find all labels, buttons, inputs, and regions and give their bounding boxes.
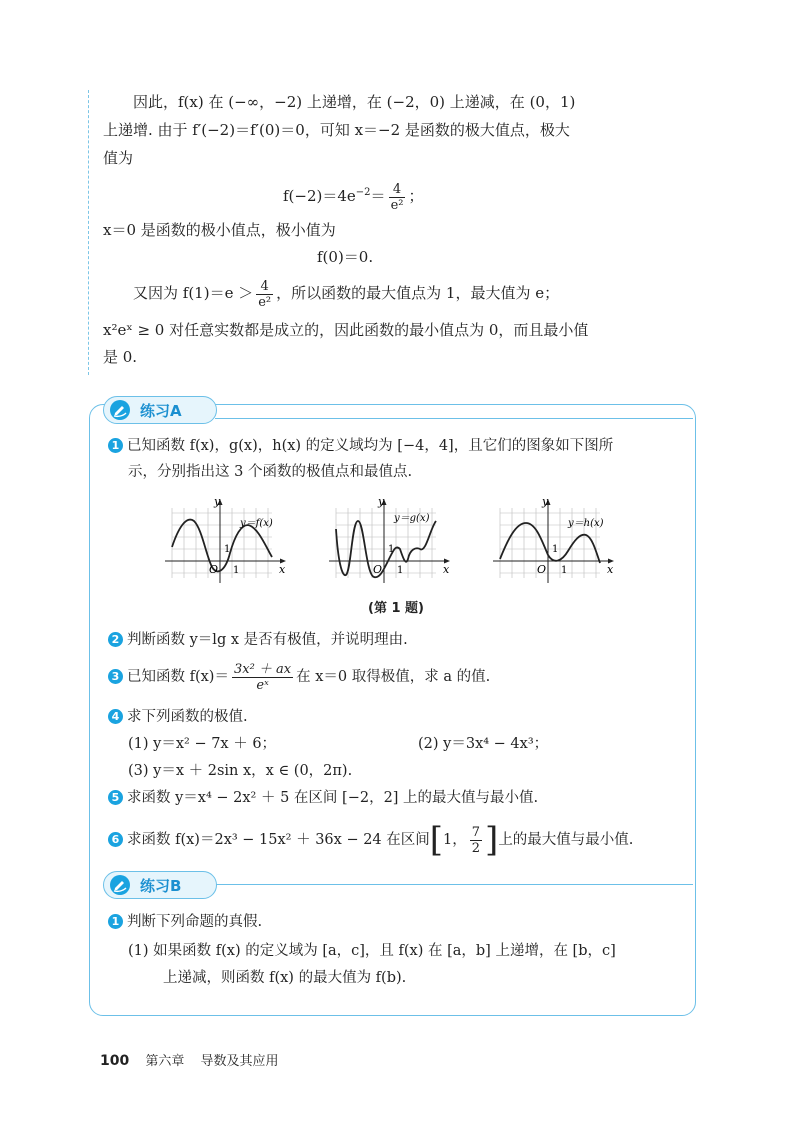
equation-max-value: $f(-2)=4e^{-2}=$ $\frac{4}{\text{e²}}$ ；	[283, 181, 424, 213]
exercise-a-q4-2: (2) y＝3x⁴ − 4x³；	[418, 736, 549, 752]
graph-f-x-tick: 1	[233, 565, 240, 576]
exercise-a-q3: 3 已知函数 f(x)＝ $\frac{\text{3x² ＋ ax}}{\text{eˣ}}$ 在 x＝0 取得极值，求 a 的值.	[108, 658, 490, 696]
exercise-a-q6: 6 求函数 f(x)＝2x³ − 15x² ＋ 36x − 24 在区间[1， $\frac{7}{2}$ ]上的最大值与最小值.	[108, 820, 633, 860]
graph-f-y-tick: 1	[224, 544, 231, 555]
exercise-a-q4-3: (3) y＝x ＋ 2sin x，x ∈ (0，2π).	[128, 763, 353, 779]
graph-h-origin-label: O	[537, 563, 547, 576]
exercise-a-header-line	[215, 418, 693, 419]
graph-h-label: y＝h(x)	[568, 518, 604, 529]
graph-f	[160, 495, 290, 590]
exercise-b-badge	[103, 871, 217, 899]
exercise-a-q5: 5 求函数 y＝x⁴ − 2x² ＋ 5 在区间 [−2，2] 上的最大值与最小值.	[108, 788, 538, 808]
graph-f-label: y＝f(x)	[240, 518, 273, 529]
exercise-b-header-line	[215, 884, 693, 885]
chapter-title: 导数及其应用	[200, 1054, 279, 1069]
solution-min-point: x＝0 是函数的极小值点，极小值为	[103, 221, 336, 239]
graph-f-y-axis-label: y	[214, 495, 221, 508]
graph-h	[488, 495, 618, 590]
graph-g	[324, 495, 454, 590]
solution-line-1: 因此，f(x) 在 (−∞，−2) 上递增，在 (−2，0) 上递减，在 (0，1)	[133, 93, 576, 111]
graph-h-x-tick: 1	[561, 565, 568, 576]
solution-line-2: 上递增. 由于 f′(−2)＝f′(0)＝0，可知 x＝−2 是函数的极大值点，极大	[103, 121, 570, 139]
solution-line-max: 又因为 f(1)＝e ＞ $\frac{4}{\text{e²}}$ ，所以函数的最大值点为 1，最大值为 e；	[133, 278, 560, 310]
exercise-a-title: 练习A	[140, 402, 182, 420]
graph-g-y-axis-label: y	[378, 495, 385, 508]
graph-g-x-tick: 1	[397, 565, 404, 576]
exercise-b-q1-1-line1: (1) 如果函数 f(x) 的定义域为 [a，c]，且 f(x) 在 [a，b] 上递增，在 [b，c]	[128, 943, 616, 959]
exercise-a-q1-line1: 1 已知函数 f(x)，g(x)，h(x) 的定义域均为 [−4，4]，且它们的图象如下图所	[108, 436, 613, 456]
exercise-a-q4: 4 求下列函数的极值.	[108, 707, 248, 727]
solution-line-3: 值为	[103, 149, 134, 167]
pencil-icon	[110, 875, 130, 895]
exercise-a-q2: 2 判断函数 y＝lg x 是否有极值，并说明理由.	[108, 630, 408, 650]
graph-f-origin-label: O	[209, 563, 219, 576]
chapter-number: 第六章	[145, 1054, 185, 1069]
graph-g-x-axis-label: x	[443, 563, 450, 576]
graph-f-x-axis-label: x	[279, 563, 286, 576]
exercise-a-q1-line2: 示，分别指出这 3 个函数的极值点和最值点.	[128, 464, 413, 480]
exercise-b-q1-1-line2: 上递减，则函数 f(x) 的最大值为 f(b).	[163, 970, 407, 986]
pencil-icon	[110, 400, 130, 420]
exercise-a-q4-1: (1) y＝x² − 7x ＋ 6；	[128, 736, 277, 752]
exercise-a-badge	[103, 396, 217, 424]
page-number: 100	[100, 1053, 130, 1069]
exercise-b-title: 练习B	[140, 877, 182, 895]
margin-dashed-line	[88, 90, 89, 375]
graph-g-label: y＝g(x)	[394, 513, 430, 524]
graph-h-y-tick: 1	[552, 544, 559, 555]
solution-line-min-1: x²eˣ ≥ 0 对任意实数都是成立的，因此函数的最小值点为 0，而且最小值	[103, 321, 589, 339]
solution-line-min-2: 是 0.	[103, 348, 138, 366]
page-footer	[100, 1050, 279, 1069]
exercise-b-q1: 1 判断下列命题的真假.	[108, 912, 262, 932]
figure-caption: (第 1 题)	[368, 601, 424, 616]
equation-min-value: f(0)＝0.	[317, 248, 374, 266]
graph-g-origin-label: O	[373, 563, 383, 576]
graph-h-x-axis-label: x	[607, 563, 614, 576]
graph-g-y-tick: 1	[388, 544, 395, 555]
graph-h-y-axis-label: y	[542, 495, 549, 508]
